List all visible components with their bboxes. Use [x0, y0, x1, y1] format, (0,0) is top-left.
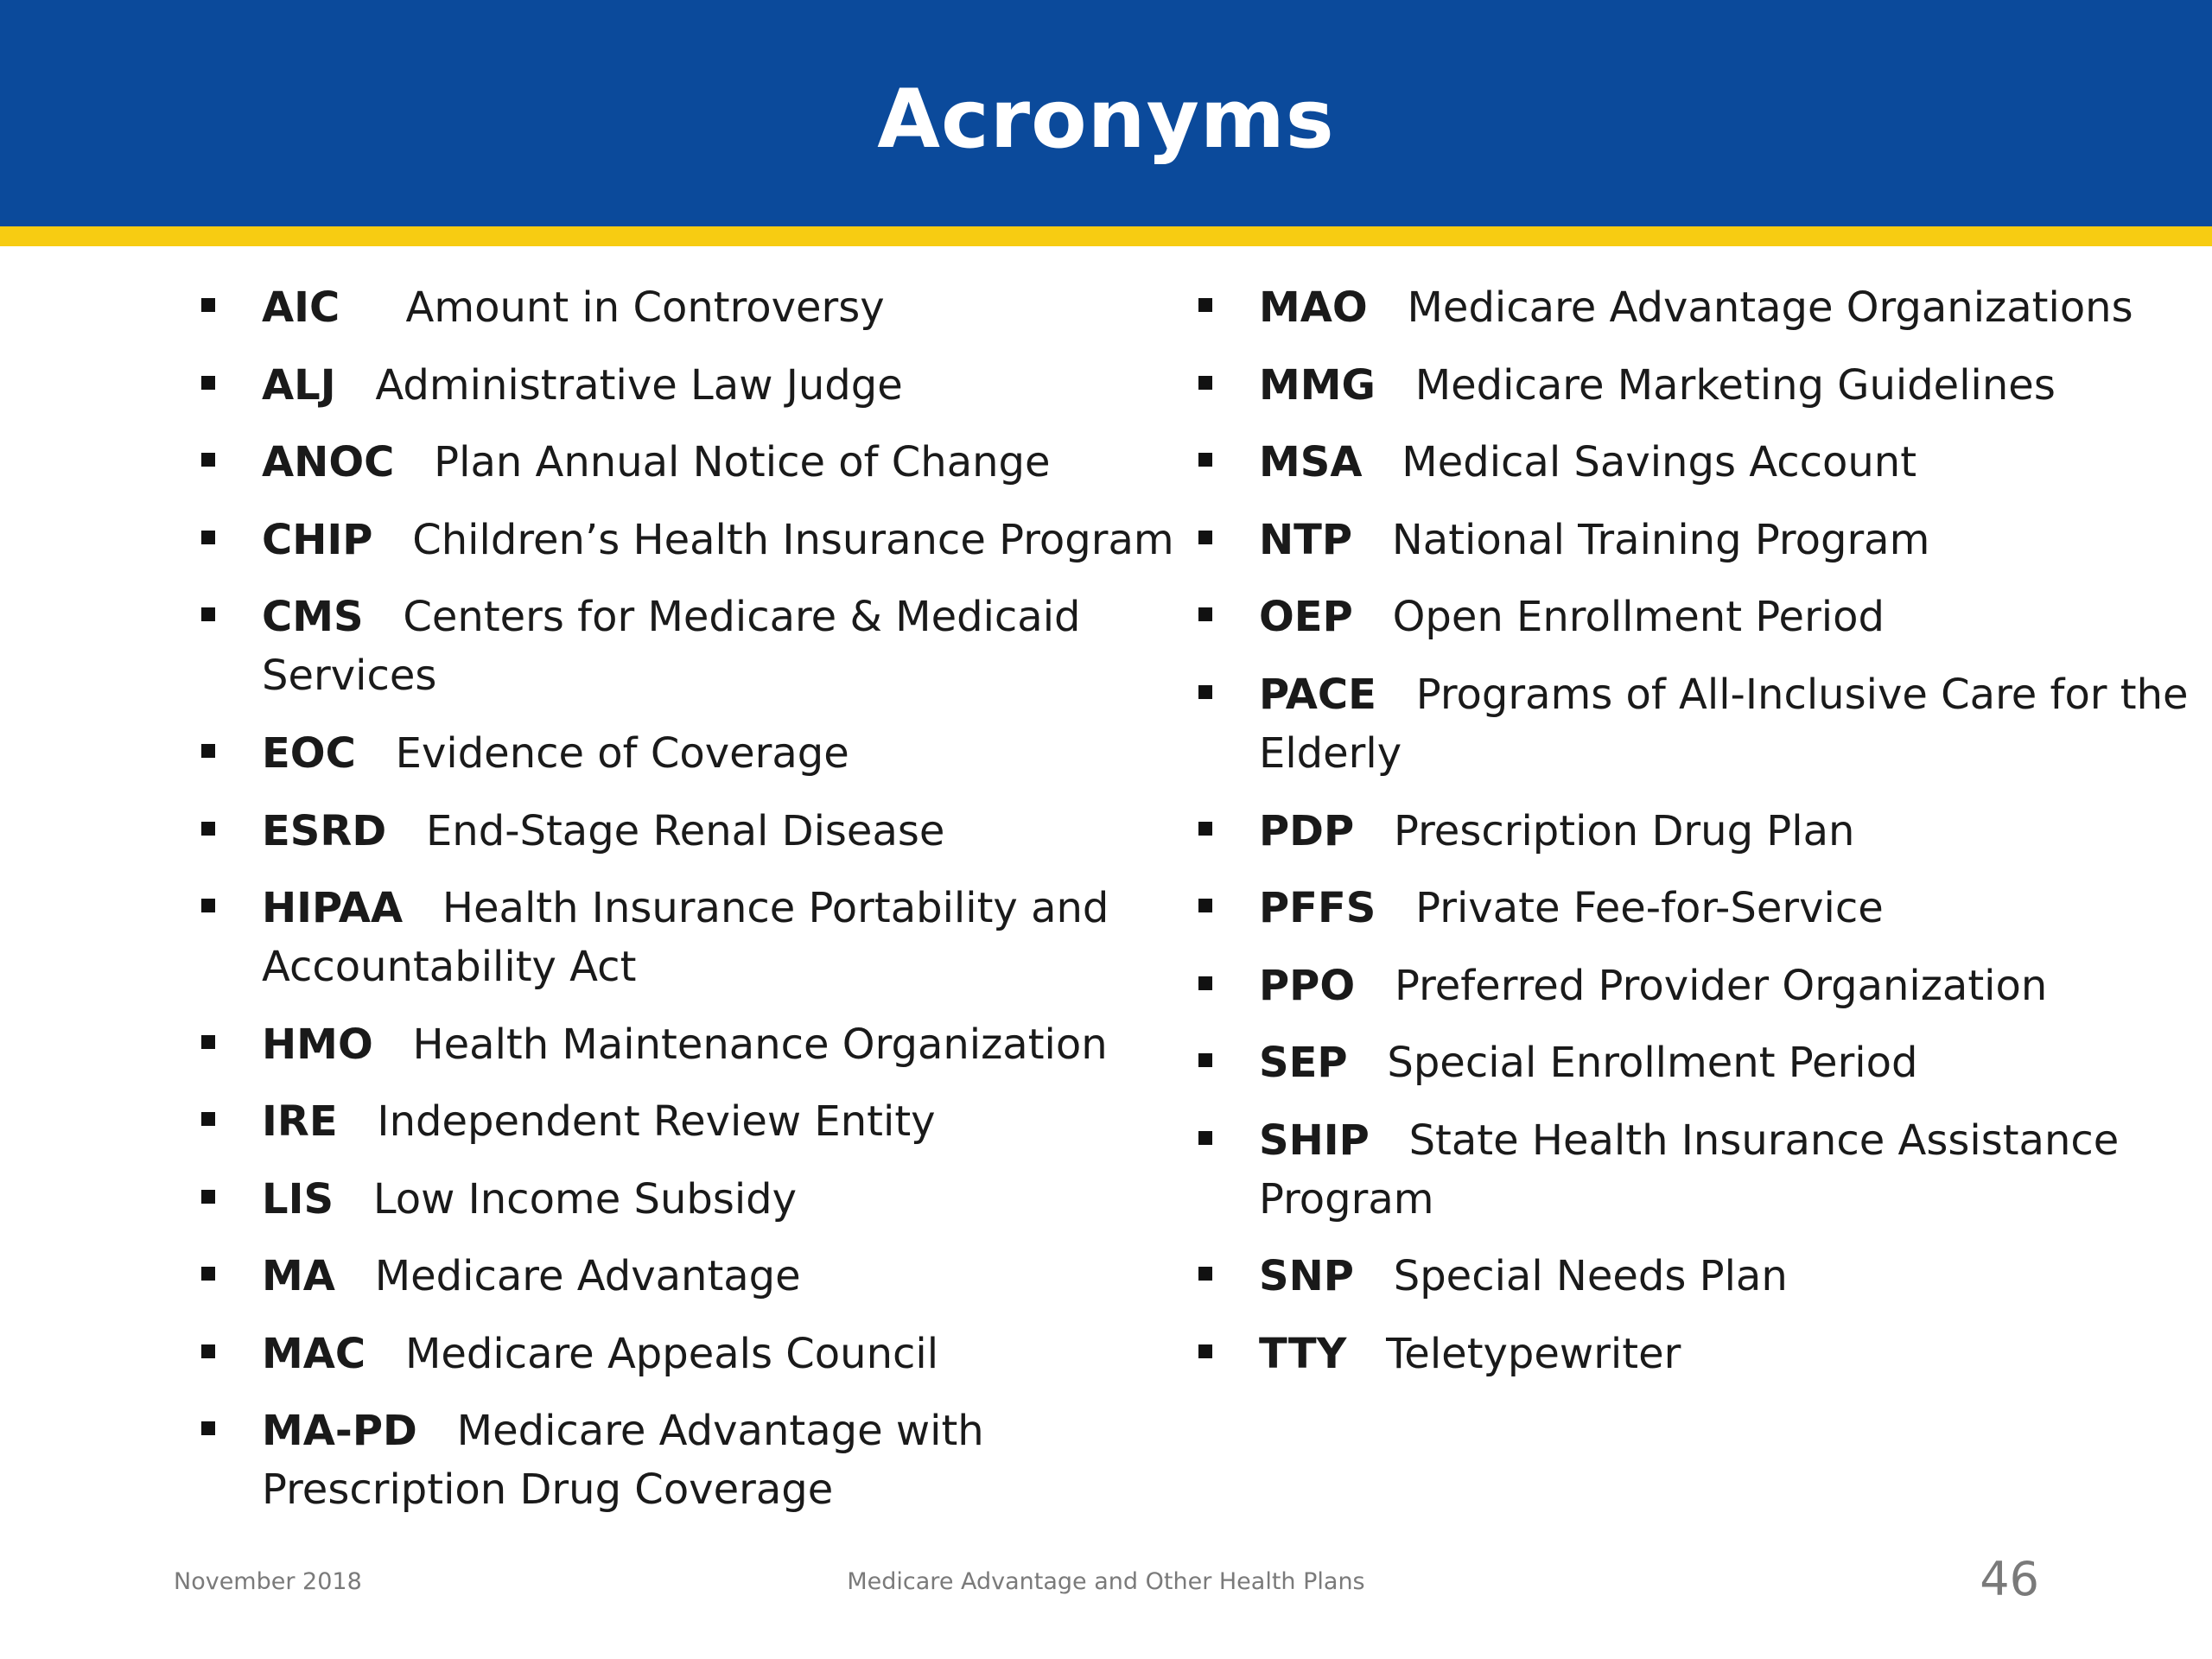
- acronym-term: MAC: [262, 1330, 366, 1378]
- bullet-icon: [201, 1421, 215, 1435]
- acronym-spacer: [386, 516, 399, 564]
- acronym-term: ALJ: [262, 361, 336, 410]
- acronym-term: TTY: [1259, 1330, 1347, 1378]
- acronym-spacer: [378, 1330, 391, 1378]
- acronym-spacer: [348, 1252, 361, 1300]
- acronym-definition: Administrative Law Judge: [375, 361, 903, 410]
- acronym-item: [201, 1170, 1178, 1229]
- acronym-spacer: [1360, 1330, 1373, 1378]
- acronym-term: CMS: [262, 593, 364, 641]
- acronym-definition: Medicare Appeals Council: [404, 1330, 939, 1378]
- acronym-definition: Special Needs Plan: [1393, 1252, 1788, 1300]
- acronym-item: [201, 511, 1178, 569]
- acronym-definition: Evidence of Coverage: [395, 729, 849, 778]
- acronym-term: PACE: [1259, 671, 1376, 719]
- bullet-icon: [201, 1344, 215, 1358]
- acronym-spacer: [1367, 807, 1380, 855]
- bullet-icon: [201, 607, 215, 621]
- acronym-item: [201, 802, 1178, 861]
- acronym-spacer: [1367, 1252, 1380, 1300]
- acronym-definition: Health Insurance Portability and Accountability Act: [262, 884, 1109, 991]
- acronym-term: MA-PD: [262, 1407, 417, 1455]
- acronym-definition: Private Fee-for-Service: [1415, 884, 1884, 932]
- acronym-item: [201, 1402, 1178, 1519]
- acronym-item: [201, 278, 1178, 337]
- acronym-spacer: [1368, 962, 1381, 1010]
- acronym-spacer: [1382, 1116, 1395, 1165]
- acronym-term: EOC: [262, 729, 356, 778]
- acronym-item: [201, 1015, 1178, 1074]
- acronym-spacer: [1389, 884, 1402, 932]
- bullet-icon: [201, 822, 215, 836]
- gold-divider: [0, 226, 2212, 246]
- acronym-item: [201, 1325, 1178, 1383]
- acronym-item: [201, 433, 1178, 492]
- acronym-item: [1198, 588, 2192, 646]
- slide-title: Acronyms: [877, 73, 1335, 167]
- acronym-item: [1198, 879, 2192, 938]
- acronym-spacer: [353, 283, 393, 332]
- acronym-definition: State Health Insurance Assistance Program: [1259, 1116, 2120, 1224]
- bullet-icon: [1198, 1131, 1212, 1145]
- acronym-spacer: [1361, 1039, 1374, 1087]
- bullet-icon: [1198, 1053, 1212, 1067]
- acronym-item: [1198, 1325, 2192, 1383]
- bullet-icon: [1198, 685, 1212, 699]
- acronym-item: [201, 588, 1178, 705]
- acronym-spacer: [377, 593, 390, 641]
- bullet-icon: [1198, 1344, 1212, 1358]
- acronym-definition: End-Stage Renal Disease: [425, 807, 945, 855]
- acronym-item: [1198, 665, 2192, 783]
- acronym-term: HMO: [262, 1020, 373, 1069]
- footer-title: Medicare Advantage and Other Health Plans: [847, 1568, 1365, 1595]
- bullet-icon: [1198, 1267, 1212, 1281]
- acronym-definition: Children’s Health Insurance Program: [412, 516, 1174, 564]
- acronym-definition: Low Income Subsidy: [372, 1175, 798, 1224]
- bullet-icon: [1198, 298, 1212, 312]
- acronym-item: [1198, 278, 2192, 337]
- acronym-definition: Medicare Marketing Guidelines: [1414, 361, 2056, 410]
- bullet-icon: [1198, 453, 1212, 467]
- bullet-icon: [201, 1035, 215, 1049]
- bullet-icon: [1198, 607, 1212, 621]
- footer-date: November 2018: [174, 1568, 362, 1595]
- acronym-definition: Prescription Drug Plan: [1394, 807, 1855, 855]
- acronym-spacer: [1381, 283, 1394, 332]
- acronym-spacer: [1366, 593, 1379, 641]
- bullet-icon: [1198, 531, 1212, 544]
- acronym-item: [1198, 802, 2192, 861]
- bullet-icon: [1198, 899, 1212, 912]
- acronym-definition: Plan Annual Notice of Change: [434, 438, 1051, 486]
- acronym-item: [1198, 1247, 2192, 1306]
- acronym-definition: National Training Program: [1391, 516, 1930, 564]
- acronym-spacer: [386, 1020, 399, 1069]
- bullet-icon: [201, 1112, 215, 1126]
- acronym-spacer: [430, 1407, 443, 1455]
- acronym-item: [1198, 433, 2192, 492]
- acronym-definition: Preferred Provider Organization: [1394, 962, 2048, 1010]
- page-number: 46: [1980, 1552, 2039, 1606]
- acronym-item: [1198, 511, 2192, 569]
- acronym-definition: Special Enrollment Period: [1387, 1039, 1918, 1087]
- acronym-term: AIC: [262, 283, 340, 332]
- acronym-spacer: [416, 884, 429, 932]
- bullet-icon: [201, 298, 215, 312]
- acronym-item: [201, 879, 1178, 996]
- acronym-term: MMG: [1259, 361, 1376, 410]
- acronym-term: PDP: [1259, 807, 1355, 855]
- acronym-term: MSA: [1259, 438, 1363, 486]
- acronym-term: SHIP: [1259, 1116, 1370, 1165]
- acronym-term: LIS: [262, 1175, 334, 1224]
- acronym-spacer: [1389, 361, 1402, 410]
- acronym-definition: Medical Savings Account: [1402, 438, 1917, 486]
- bullet-icon: [201, 453, 215, 467]
- acronym-term: SNP: [1259, 1252, 1354, 1300]
- acronym-spacer: [369, 729, 382, 778]
- acronym-item: [201, 356, 1178, 415]
- bullet-icon: [201, 376, 215, 390]
- bullet-icon: [1198, 822, 1212, 836]
- acronym-term: HIPAA: [262, 884, 404, 932]
- acronym-item: [1198, 957, 2192, 1015]
- bullet-icon: [201, 1190, 215, 1204]
- acronym-definition: Open Enrollment Period: [1392, 593, 1885, 641]
- acronym-spacer: [1376, 438, 1389, 486]
- acronym-item: [1198, 1111, 2192, 1229]
- acronym-term: MA: [262, 1252, 335, 1300]
- bullet-icon: [201, 899, 215, 912]
- acronym-spacer: [399, 807, 412, 855]
- acronym-term: NTP: [1259, 516, 1353, 564]
- bullet-icon: [201, 744, 215, 758]
- acronym-term: PPO: [1259, 962, 1356, 1010]
- bullet-icon: [201, 1267, 215, 1281]
- acronym-spacer: [346, 1175, 359, 1224]
- acronym-definition: Health Maintenance Organization: [412, 1020, 1108, 1069]
- acronym-definition: Amount in Controversy: [405, 283, 885, 332]
- bullet-icon: [1198, 376, 1212, 390]
- acronym-spacer: [351, 1097, 364, 1146]
- acronym-definition: Medicare Advantage Organizations: [1407, 283, 2133, 332]
- acronym-spacer: [408, 438, 421, 486]
- acronym-definition: Teletypewriter: [1386, 1330, 1681, 1378]
- acronym-item: [201, 1247, 1178, 1306]
- acronym-term: ANOC: [262, 438, 395, 486]
- acronym-definition: Independent Review Entity: [377, 1097, 936, 1146]
- acronym-term: PFFS: [1259, 884, 1376, 932]
- acronym-definition: Centers for Medicare & Medicaid Services: [262, 593, 1081, 700]
- acronym-definition: Medicare Advantage: [374, 1252, 801, 1300]
- acronym-spacer: [349, 361, 362, 410]
- bullet-icon: [1198, 976, 1212, 990]
- acronym-term: CHIP: [262, 516, 373, 564]
- acronym-term: SEP: [1259, 1039, 1348, 1087]
- acronym-item: [1198, 356, 2192, 415]
- acronym-definition: Medicare Advantage with Prescription Drug Coverage: [262, 1407, 984, 1514]
- acronym-spacer: [1389, 671, 1402, 719]
- acronym-item: [201, 724, 1178, 783]
- bullet-icon: [201, 531, 215, 544]
- acronym-definition: Programs of All-Inclusive Care for the Elderly: [1259, 671, 2189, 778]
- acronym-term: IRE: [262, 1097, 338, 1146]
- acronym-term: OEP: [1259, 593, 1353, 641]
- acronym-item: [1198, 1033, 2192, 1092]
- acronym-term: MAO: [1259, 283, 1368, 332]
- acronym-item: [201, 1092, 1178, 1151]
- acronym-term: ESRD: [262, 807, 387, 855]
- acronym-spacer: [1365, 516, 1378, 564]
